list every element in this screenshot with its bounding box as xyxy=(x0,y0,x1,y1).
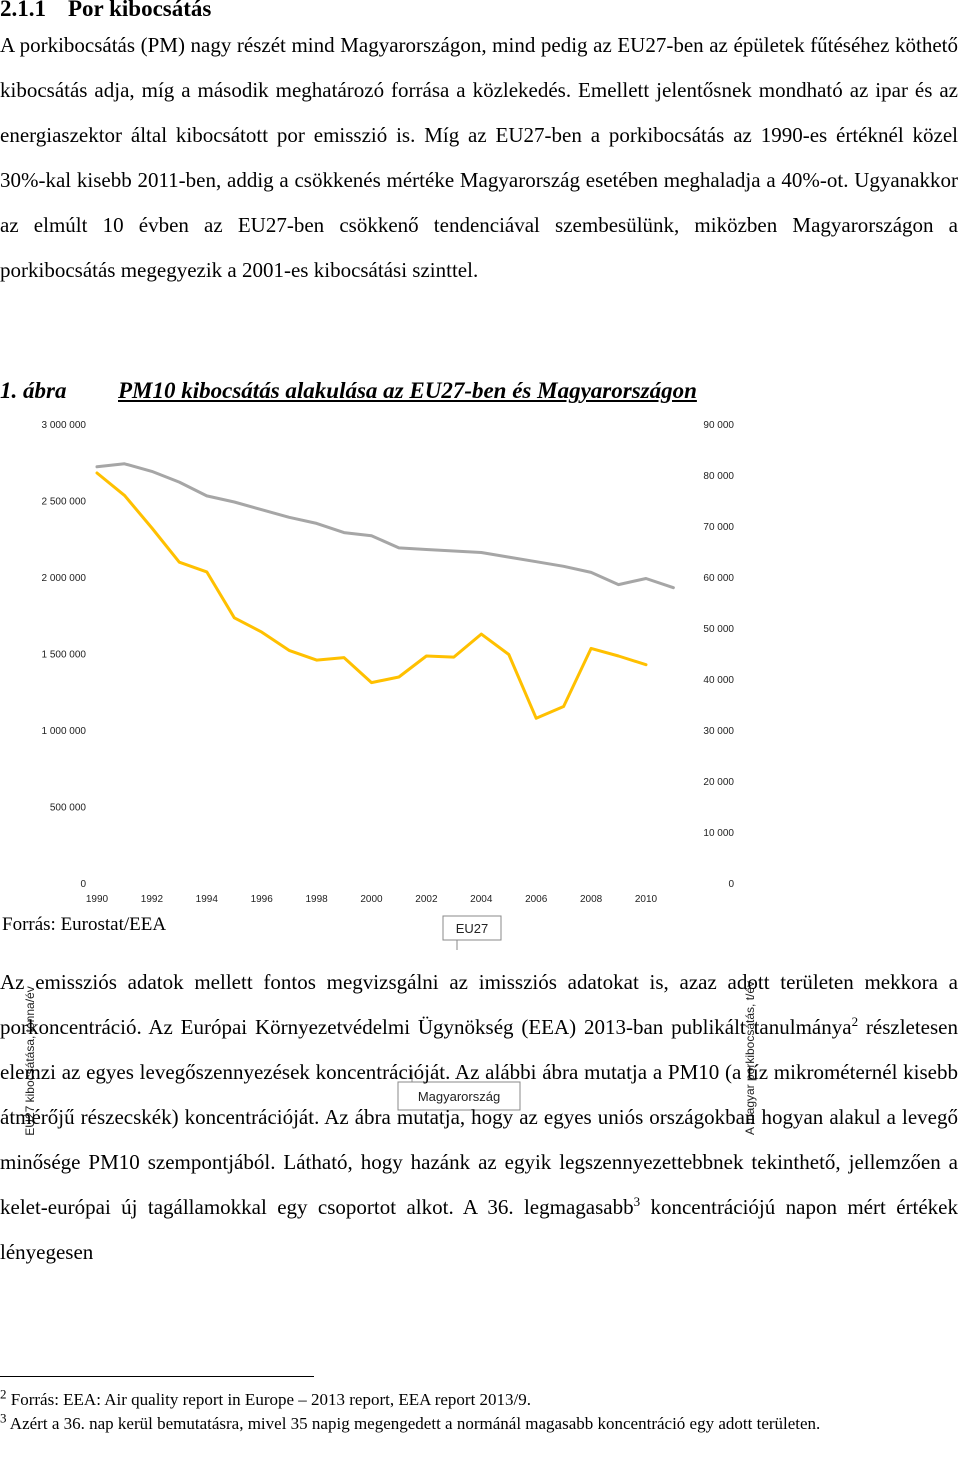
y-right-tick-label: 40 000 xyxy=(703,675,734,686)
series-lines xyxy=(97,464,673,719)
x-tick-label: 2000 xyxy=(360,894,383,905)
y-right-tick-label: 90 000 xyxy=(703,420,734,431)
x-tick-label: 1990 xyxy=(85,894,109,905)
footnote-separator xyxy=(0,1376,314,1377)
eu27-label: EU27 xyxy=(455,921,489,936)
y-right-tick-label: 70 000 xyxy=(703,522,734,533)
footnote-3-text: Azért a 36. nap kerül bemutatásra, mivel 35 napig megengedett a normánál magasabb koncentráció egy adott területen. xyxy=(6,1414,821,1433)
x-tick-label: 2004 xyxy=(470,894,493,905)
paragraph-2-part-3: koncentrációjú napon mért értékek lényegesen xyxy=(0,1195,958,1264)
y-right-tick-label: 50 000 xyxy=(703,624,734,635)
y-right-tick-label: 30 000 xyxy=(703,726,734,737)
y-left-axis-title: EU27 kibocsátása, tonna/év xyxy=(23,986,37,1136)
x-tick-label: 1994 xyxy=(195,894,218,905)
footnote-3-number: 3 xyxy=(0,1410,7,1426)
x-tick-labels xyxy=(86,894,658,905)
y-right-tick-labels xyxy=(703,420,734,890)
footnote-2-text: Forrás: EEA: Air quality report in Europe – 2013 report, EEA report 2013/9. xyxy=(6,1390,532,1409)
y-left-tick-label: 0 xyxy=(80,879,86,890)
y-right-tick-label: 80 000 xyxy=(703,471,734,482)
y-right-tick-label: 20 000 xyxy=(703,777,734,788)
y-right-tick-label: 0 xyxy=(728,879,734,890)
eu27-label-callout xyxy=(443,916,501,950)
figure-number: 1. ábra xyxy=(0,378,67,403)
x-tick-label: 2002 xyxy=(415,894,438,905)
footnote-3 xyxy=(0,1410,958,1435)
y-left-tick-label: 2 000 000 xyxy=(41,573,86,584)
figure-title: PM10 kibocsátás alakulása az EU27-ben és Magyarországon xyxy=(118,378,697,403)
paragraph-2 xyxy=(0,960,958,1275)
section-title: Por kibocsátás xyxy=(68,0,212,21)
x-tick-label: 1992 xyxy=(140,894,164,905)
figure-caption xyxy=(0,378,697,404)
footnote-ref-3: 3 xyxy=(633,1194,641,1209)
y-left-tick-labels xyxy=(42,420,87,890)
footnote-ref-2: 2 xyxy=(851,1014,859,1029)
y-left-tick-label: 1 000 000 xyxy=(41,726,86,737)
x-tick-label: 1998 xyxy=(305,894,328,905)
eu27-series-line xyxy=(97,464,673,588)
hungary-label: Magyarország xyxy=(417,1089,501,1104)
footnote-2-number: 2 xyxy=(0,1386,7,1402)
x-tick-label: 1996 xyxy=(250,894,273,905)
y-left-tick-label: 2 500 000 xyxy=(41,496,86,508)
y-right-tick-label: 10 000 xyxy=(703,828,734,839)
y-left-tick-label: 3 000 000 xyxy=(41,420,86,431)
y-right-axis-title: A magyar porkibocsátás, t/év xyxy=(743,980,757,1136)
x-tick-label: 2010 xyxy=(634,894,658,905)
x-tick-label: 2006 xyxy=(525,894,548,905)
x-tick-label: 2008 xyxy=(579,894,603,905)
section-heading xyxy=(0,0,211,22)
y-right-tick-label: 60 000 xyxy=(703,573,734,584)
figure-source: Forrás: Eurostat/EEA xyxy=(2,914,167,935)
y-left-tick-label: 1 500 000 xyxy=(41,649,86,661)
paragraph-1: A porkibocsátás (PM) nagy részét mind Magyarországon, mind pedig az EU27-ben az épületek fűtéséhez köthető kibocsátás adja, míg a második meghatározó forrása a közlekedés. Emellett jelentősnek mondható az ipar és az energiaszektor által kibocsátott por emisszió is. Míg az EU27-ben a porkibocsátás az 1990-es értéknél közel 30%-kal kisebb 2011-ben, addig a csökkenés mértéke Magyarország esetében meghaladja a 40%-ot. Ugyanakkor az elmúlt 10 évben az EU27-ben csökkenő tendenciával szembesülünk, miközben Magyarországon a porkibocsátás megegyezik a 2001-es kibocsátási szinttel. xyxy=(0,33,958,282)
y-left-tick-label: 500 000 xyxy=(49,802,86,814)
hungary-series-line xyxy=(97,473,646,718)
section-number: 2.1.1 xyxy=(0,0,46,21)
paragraph-2-part-1: Az emissziós adatok mellett fontos megvizsgálni az imissziós adatokat is, azaz adott területen mekkora a porkoncentráció. Az Európai Környezetvédelmi Ügynökség (EEA) 2013-ban publikált tanulmánya xyxy=(0,970,958,1039)
footnote-2 xyxy=(0,1386,958,1411)
paragraph-2-part-2: részletesen elemzi az egyes levegőszennyezések koncentrációját. Az alábbi ábra mutatja a PM10 (a tíz mikrométernél kisebb átmérőjű részecskék) koncentrációját. Az ábra mutatja, hogy az egyes uniós országokban hogyan alakul a levegő minősége PM10 szempontjából. Látható, hogy hazánk az egyik legszennyezettebbnek tekinthető, jellemzően a kelet-európai új tagállamokkal egy csoportot alkot. A 36. legmagasabb xyxy=(0,1015,958,1219)
